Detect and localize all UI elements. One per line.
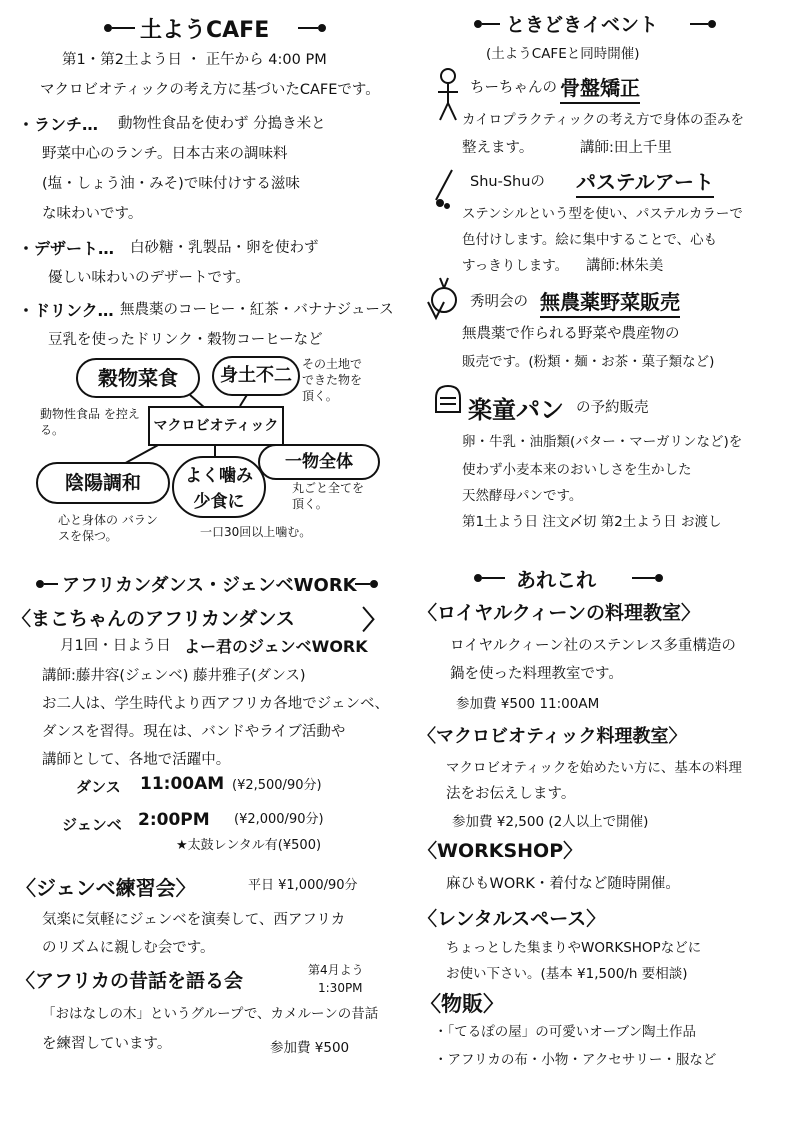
yokukami-note: 一口30回以上噛む。: [200, 525, 312, 539]
drum-rental: ★太鼓レンタル有(¥500): [176, 838, 322, 853]
royal-line-2: 鍋を使った料理教室です。: [450, 666, 623, 682]
royal-line-1: ロイヤルクィーン社のステンレス多重構造の: [450, 638, 736, 654]
goods-line-2: ・アフリカの布・小物・アクセサリー・服など: [434, 1052, 717, 1068]
ichibutsu-note: 丸ごと全てを 頂く。: [292, 481, 365, 511]
pan-line-3: 天然酵母パンです。: [462, 488, 583, 504]
drink-line-2: 豆乳を使ったドリンク・穀物コーヒーなど: [48, 332, 323, 348]
drink-line-1: 無農薬のコーヒー・紅茶・バナナジュース: [120, 302, 394, 318]
workshop-line-1: 麻ひもWORK・着付など随時開催。: [446, 876, 680, 892]
rental-title: 〈レンタルスペース〉: [418, 908, 606, 930]
drink-label: ・ドリンク…: [18, 301, 114, 320]
yasai-line-2: 販売です。(粉類・麺・お茶・菓子類など): [462, 354, 715, 370]
dance-title-end: 〉: [362, 606, 389, 636]
doubutsu-note: 動物性食品 を控える。: [40, 407, 140, 437]
story-date-1: 第4月よう: [308, 963, 364, 977]
cafe-title: 土ようCAFE: [140, 18, 270, 43]
rental-line-1: ちょっとした集まりやWORKSHOPなどに: [446, 940, 702, 956]
pan-line-2: 使わず小麦本来のおいしさを生かした: [462, 462, 692, 478]
seitai-title: 骨盤矯正: [560, 72, 640, 104]
story-price: 参加費 ¥500: [270, 1040, 350, 1056]
djembe-price: (¥2,000/90分): [234, 812, 324, 827]
macro-title: 〈マクロビオティック料理教室〉: [418, 726, 687, 747]
diagram-center: マクロビオティック: [148, 406, 284, 446]
dance-sub-1: 月1回・日よう日: [60, 638, 171, 654]
story-title: 〈アフリカの昔話を語る会: [16, 970, 244, 992]
djembe-time: 2:00PM: [138, 810, 210, 830]
macro-fee: 参加費 ¥2,500 (2人以上で開催): [452, 814, 649, 830]
lunch-line-1: 動物性食品を使わず 分搗き米と: [118, 116, 326, 132]
africa-line-4: 講師として、各地で活躍中。: [42, 752, 231, 768]
bubble-yokukami: よく噛み 少食に: [172, 456, 266, 518]
practice-line-2: のリズムに親しむ会です。: [42, 940, 215, 956]
dance-sub-2: よー君のジェンベWORK: [184, 637, 368, 656]
pastel-prefix: Shu-Shuの: [470, 174, 545, 190]
lunch-line-3: (塩・しょう油・みそ)で味付けする滋味: [42, 176, 300, 192]
rental-line-2: お使い下さい。(基本 ¥1,500/h 要相談): [446, 966, 688, 982]
events-subtitle: (土ようCAFEと同時開催): [486, 46, 640, 62]
practice-line-1: 気楽に気軽にジェンベを演奏して、西アフリカ: [42, 912, 346, 928]
macro-line-2: 法をお伝えします。: [446, 786, 576, 802]
shindo-note: その土地で できた物を 頂く。: [302, 357, 363, 403]
africa-line-3: ダンスを習得。現在は、バンドやライブ活動や: [42, 724, 346, 740]
workshop-title: 〈WORKSHOP〉: [418, 840, 583, 862]
cafe-intro: マクロビオティックの考え方に基づいたCAFEです。: [40, 82, 380, 98]
pastel-line-2: 色付けします。絵に集中することで、心も: [462, 232, 718, 248]
lunch-line-2: 野菜中心のランチ。日本古来の調味料: [42, 146, 288, 162]
pan-line-1: 卵・牛乳・油脂類(バター・マーガリンなど)を: [462, 434, 743, 450]
pan-title: 楽童パン: [468, 396, 564, 424]
bubble-ichibutsu: 一物全体: [258, 444, 380, 480]
story-line-1: 「おはなしの木」というグループで、カメルーンの昔話: [42, 1006, 379, 1022]
story-line-2: を練習しています。: [42, 1036, 172, 1052]
yasai-title: 無農薬野菜販売: [540, 286, 680, 318]
djembe-time-label: ジェンベ: [62, 816, 122, 834]
goods-line-1: ・「てるぽの屋」の可愛いオーブン陶土作品: [434, 1024, 697, 1040]
dance-time-label: ダンス: [76, 778, 121, 796]
dance-title: 〈まこちゃんのアフリカンダンス: [12, 608, 295, 630]
inyou-note: 心と身体の バランスを保つ。: [58, 513, 158, 543]
africa-title: アフリカンダンス・ジェンベWORK: [62, 575, 357, 596]
dessert-line-2: 優しい味わいのデザートです。: [48, 270, 250, 286]
bubble-shindo: 身土不二: [212, 356, 300, 396]
pastel-teacher: 講師:林朱美: [586, 258, 664, 274]
pastel-line-3: すっきりします。: [462, 258, 569, 274]
bread-icon: [436, 386, 460, 412]
yasai-prefix: 秀明会の: [470, 294, 528, 310]
royal-fee: 参加費 ¥500 11:00AM: [456, 696, 600, 712]
seitai-teacher: 講師:田上千里: [580, 140, 672, 156]
yasai-line-1: 無農薬で作られる野菜や農産物の: [462, 326, 680, 342]
story-date-2: 1:30PM: [318, 981, 363, 995]
dessert-label: ・デザート…: [18, 239, 115, 258]
seitai-line-2: 整えます。: [462, 140, 534, 156]
events-title: ときどきイベント: [506, 14, 659, 36]
seitai-prefix: ちーちゃんの: [470, 80, 557, 96]
paintbrush-icon: [436, 170, 452, 208]
pan-line-4: 第1土よう日 注文〆切 第2土よう日 お渡し: [462, 514, 722, 530]
macro-line-1: マクロビオティックを始めたい方に、基本の料理: [446, 760, 742, 776]
dessert-line-1: 白砂糖・乳製品・卵を使わず: [130, 240, 319, 256]
pastel-title: パステルアート: [576, 166, 714, 198]
lunch-label: ・ランチ…: [18, 115, 99, 134]
pan-suffix: の予約販売: [576, 400, 649, 416]
africa-line-1: 講師:藤井容(ジェンベ) 藤井雅子(ダンス): [42, 668, 306, 684]
misc-title: あれこれ: [516, 568, 596, 592]
goods-title: 〈物販〉: [420, 992, 504, 1016]
cafe-schedule: 第1・第2土よう日 ・ 正午から 4:00 PM: [62, 52, 327, 68]
practice-title: 〈ジェンベ練習会〉: [16, 876, 196, 900]
dance-price: (¥2,500/90分): [232, 778, 322, 793]
dance-time: 11:00AM: [140, 774, 225, 794]
vegetables-icon: [428, 278, 456, 318]
bubble-inyou: 陰陽調和: [36, 462, 170, 504]
lunch-line-4: な味わいです。: [42, 206, 143, 222]
stick-figure-icon: [438, 69, 458, 120]
seitai-line-1: カイロプラクティックの考え方で身体の歪みを: [462, 112, 745, 128]
africa-line-2: お二人は、学生時代より西アフリカ各地でジェンベ、: [42, 696, 389, 712]
royal-title: 〈ロイヤルクィーンの料理教室〉: [418, 602, 700, 624]
practice-price: 平日 ¥1,000/90分: [248, 878, 358, 893]
bubble-kokumotsu: 穀物菜食: [76, 358, 200, 398]
pastel-line-1: ステンシルという型を使い、パステルカラーで: [462, 206, 743, 222]
